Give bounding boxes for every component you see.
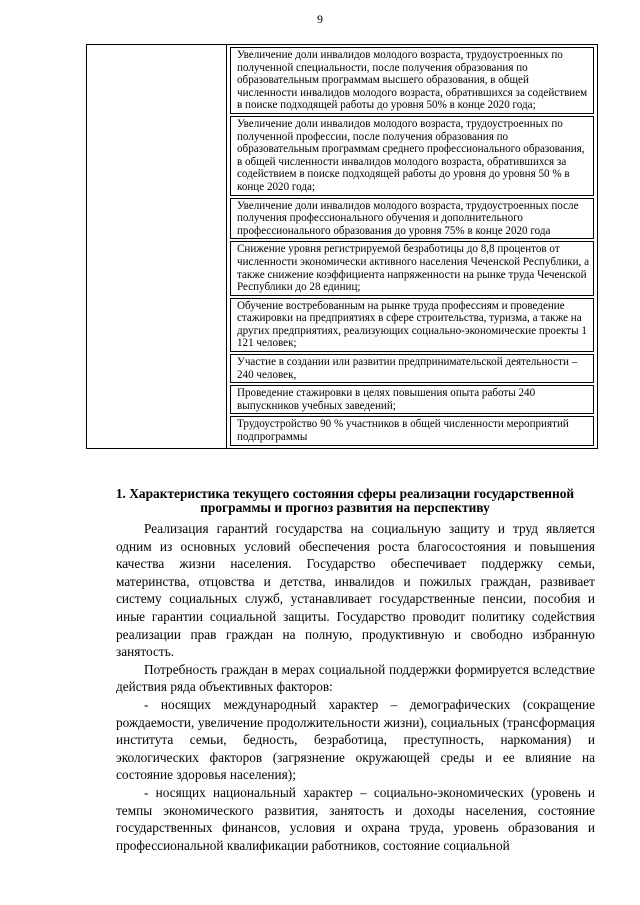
section-heading: 1. Характеристика текущего состояния сферы реализации государственной программы и прогноз развития на перспективу [115,486,575,515]
empty-left-cell [87,45,227,449]
paragraph: Потребность граждан в мерах социальной поддержки формируется вследствие действия ряда объективных факторов: [116,661,595,695]
indicator-item: Увеличение доли инвалидов молодого возраста, трудоустроенных по полученной специальности, после получения образования по образовательным программам высшего образования, в общей численности инвалидов молодого возраста, обратившихся за содействием в поиске подходящей работы до уровня 50% в конце 2020 года; [230,47,594,114]
indicator-items-cell [227,45,598,449]
list-item: - носящих национальный характер – социально-экономических (уровень и темпы экономического развития, занятость и доходы населения, состояние государственных финансов, условия и охрана труда, уровень образования и профессиональной квалификации работников, состояние социальной [116,784,595,853]
list-item: - носящих международный характер – демографических (сокращение рождаемости, увеличение продолжительности жизни), социальных (трансформация института семьи, бедность, безработица, преступность, наркомания) и экологических факторов (загрязнение окружающей среды и ее влияние на состояние здоровья населения); [116,696,595,783]
indicators-table [86,44,598,449]
indicator-item: Увеличение доли инвалидов молодого возраста, трудоустроенных после получения профессионального обучения и дополнительного профессионального образования до уровня 75% в конце 2020 года [230,198,594,240]
indicator-item: Участие в создании или развитии предпринимательской деятельности – 240 человек, [230,354,594,383]
page-number: 9 [317,12,323,26]
indicator-item: Трудоустройство 90 % участников в общей численности мероприятий подпрограммы [230,416,594,445]
paragraph: Реализация гарантий государства на социальную защиту и труд является одним из основных условий обеспечения роста благосостояния и повышения качества жизни населения. Государство обеспечивает поддержку семьи, материнства, отцовства и детства, инвалидов и пожилых граждан, развивает систему социальных служб, устанавливает государственные пенсии, пособия и иные гарантии социальной защиты. Государство проводит политику содействия реализации прав граждан на полную, продуктивную и свободно избранную занятость. [116,521,595,660]
indicator-item: Проведение стажировки в целях повышения опыта работы 240 выпускников учебных заведений; [230,385,594,414]
indicator-item: Снижение уровня регистрируемой безработицы до 8,8 процентов от численности экономически активного населения Чеченской Республики, а также снижение коэффициента напряженности на рынке труда Чеченской Республики до 28 единиц; [230,241,594,295]
body-text [116,520,595,854]
table-row [87,45,598,449]
indicator-item: Обучение востребованным на рынке труда профессиям и проведение стажировки на предприятиях в сфере строительства, туризма, а также на других предприятиях, реализующих социально-экономические проекты 1 121 человек; [230,298,594,352]
indicator-item: Увеличение доли инвалидов молодого возраста, трудоустроенных по полученной профессии, после получения образования по образовательным программам среднего профессионального образования, в общей численности инвалидов молодого возраста, обратившихся за содействием в поиске подходящей работы до уровня до уровня 50 % в конце 2020 года; [230,116,594,196]
